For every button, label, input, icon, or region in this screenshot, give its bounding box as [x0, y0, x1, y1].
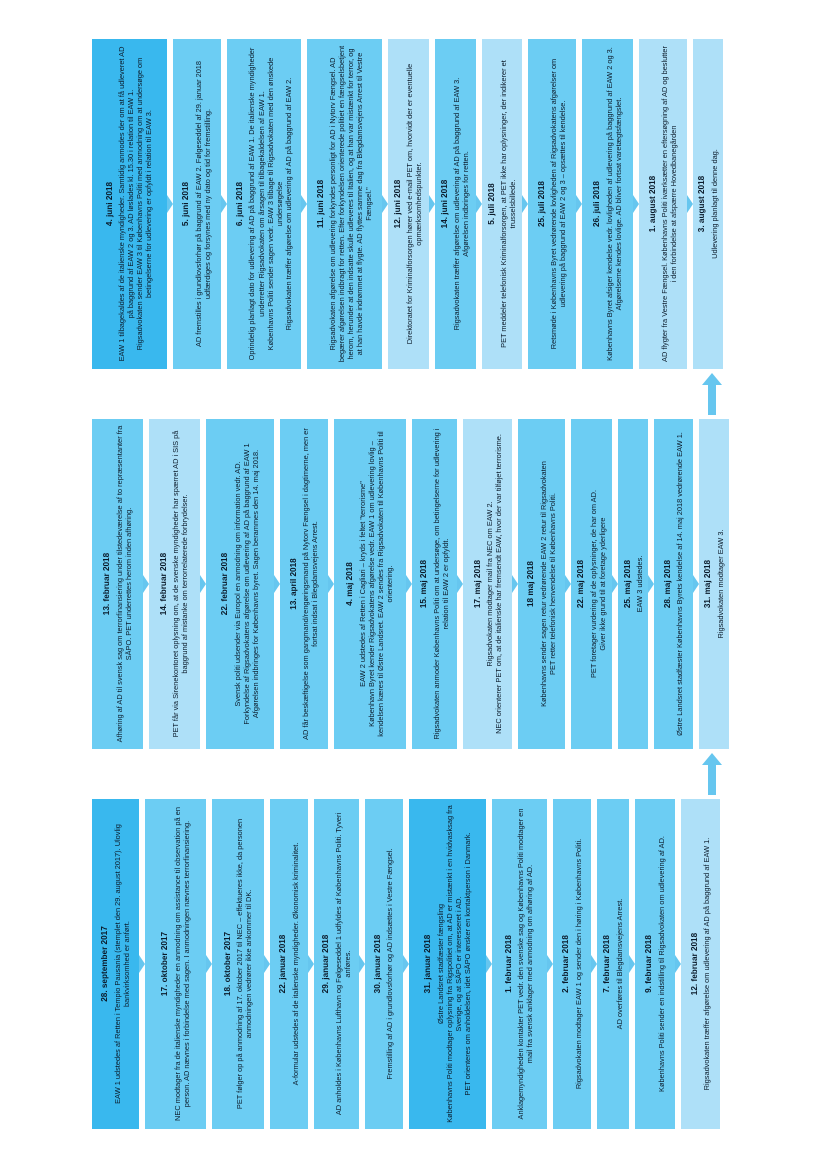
- timeline-event: [582, 39, 633, 369]
- event-text: Københavns Politi sender en indstilling til Rigsadvokaten om udlevering af AD.: [656, 836, 666, 1092]
- event-text: Rigsadvokaten modtager EAW 1 og sender den i høring i Københavns Politi.: [573, 838, 583, 1090]
- timeline-event: [492, 799, 546, 1129]
- event-date: 9. februar 2018: [644, 935, 654, 993]
- event-date: 31. maj 2018: [703, 559, 713, 609]
- event-date: 15. maj 2018: [419, 559, 429, 609]
- timeline-event: [145, 799, 206, 1129]
- timeline-event: [463, 419, 512, 749]
- timeline-event: [365, 799, 403, 1129]
- event-text: AD fremstilles i grundlovsforhør på baggrund af EAW 2. Følgeseddel af 29. januar 2018 udfærdiges og forsynes med ny dato og tid for fremstilling.: [193, 60, 212, 348]
- timeline-event: [388, 39, 429, 369]
- timeline-event: [571, 419, 612, 749]
- event-date: 18 maj 2018: [526, 561, 536, 607]
- event-date: 2. februar 2018: [561, 935, 571, 993]
- event-text: Anklagemyndigheden kontakter PET vedr. den svenske sag og Københavns Politi modtager en mail fra svensk anklager med anmodning om afhøring af AD.: [516, 808, 535, 1120]
- event-text: Rigsadvokaten modtager mail fra NEC om EAW 2. NEC orienterer PET om, at de italienske har fremsendt EAW, hvor der var tilføjet terrorisme.: [485, 434, 504, 734]
- event-text: PET får via Sirenekontoret oplysning om, at de svenske myndigheder har spærret AD i SIS på baggrund af mistanke om terrorrelaterede forbrydelser.: [171, 430, 190, 738]
- event-date: 11. juni 2018: [315, 179, 325, 229]
- event-text: Udlevering planlagt til denne dag.: [709, 149, 719, 259]
- column-connector: [708, 385, 716, 415]
- event-text: Rigsadvokaten anmoder Københavns Politi om at undersøge, om betingelserne for udlevering i relation til EAW 2 er opfyldt.: [431, 428, 450, 740]
- timeline-event: [699, 419, 729, 749]
- event-date: 1. august 2018: [647, 175, 657, 233]
- event-text: EAW 1 tilbagekaldes af de italienske myndigheder. Samtidig anmodes der om at få udleveret AD på baggrund af EAW 2 og 3. AD løslades kl. 15.30 i relation til EAW 1. Rigsadvokaten sender EAW 3 til Københavns Politi med anmodning om at undersøge om betingelserne for udlevering er opfyldt i relation til EAW 3.: [117, 46, 154, 362]
- timeline-event: [92, 39, 167, 369]
- column-connector: [708, 765, 716, 795]
- event-text: Oprindelig planlagt dato for udlevering af AD på baggrund af EAW 1. De italienske myndigheder underretter Rigsadvokaten om årsagen til tilbagekaldelsen af EAW 1. Københavns Politi sender sagen vedr. EAW 3 tilbage til Rigsadvokaten med den ønskede undersøgelse Rigsadvokaten træffer afgørelse om udlevering af AD på baggrund af EAW 2.: [247, 47, 293, 361]
- event-date: 22. februar 2018: [220, 552, 230, 616]
- timeline-event: [635, 799, 675, 1129]
- event-text: Østre Landsret stadfæster fængsling Københavns Politi modtager oplysning fra Rigspolitiet om, at AD er mistænkt i en hvidvasksag fra Sverige, og at SÄPO er interesseret i AD. PET orienteres om anholdelsen, idet SÄPO ønsker en kontaktperson i Danmark.: [435, 805, 472, 1123]
- event-text: NEC modtager fra de italienske myndigheder en anmodning om assistance til observation på en person. AD nævnes i forbindelse med sagen. I anmodningen nævnes terrorfinansiering.: [172, 807, 191, 1121]
- event-date: 6. juni 2018: [235, 181, 245, 227]
- event-text: AD overføres til Blegdamsvejens Arrest.: [614, 898, 624, 1030]
- timeline-event: [227, 39, 302, 369]
- event-date: 14. juni 2018: [440, 179, 450, 229]
- event-text: Afhøring af AD til svensk sag om terrorfinansiering under tilstedeværelse af to repræsentanter fra SÄPO. PET underrettes herom inden afhøring.: [114, 425, 133, 743]
- event-text: EAW 1 udstedes af Retten i Tempio Pausania (stemplet den 29. august 2017). Ulovlig bankvirksomhed er anført.: [112, 824, 131, 1104]
- timeline-event: [654, 419, 693, 749]
- event-text: Rigsadvokaten træffer afgørelse om udlevering af AD på baggrund af EAW 3. Afgørelsen indbringes for retten.: [452, 77, 471, 331]
- event-date: 25. maj 2018: [622, 559, 632, 609]
- event-text: Østre Landsret stadfæster Københavns Byrets kendelse af 14. maj 2018 vedrørende EAW 1.: [675, 432, 685, 736]
- event-text: A-formular udstedes af de italienske myndigheder. Økonomisk kriminalitet.: [290, 842, 300, 1086]
- event-date: 31. januar 2018: [423, 934, 433, 994]
- timeline-event: [206, 419, 274, 749]
- right-arrow-icon: [702, 753, 722, 765]
- timeline-event: [681, 799, 720, 1129]
- event-date: 1. februar 2018: [504, 935, 514, 993]
- timeline-event: [482, 39, 522, 369]
- event-text: PET meddeler telefonisk Kriminalforsorgen, at PET ikke har oplysninger, der indikerer et trusselsbillede.: [499, 60, 518, 348]
- event-text: EAW 2 udstedes af Retten i Cagliari – kryds i feltet "terrorisme" København Byret kender Rigsadvokatens afgørelse vedr. EAW 1 om udlevering lovlig – kendelsen kæres til Østre Landsret. EAW 2 sendes fra Rigsadvokaten til Københavns Politi til orientering.: [357, 431, 394, 737]
- event-date: 7. februar 2018: [602, 935, 612, 993]
- event-text: Rigsadvokaten modtager EAW 3.: [715, 529, 725, 639]
- event-date: 17. oktober 2017: [160, 931, 170, 997]
- event-text: AD får beskæftigelse som gangmand/rengøringsmand på Nytorv Fængsel i dagtimerne, men er fortsat indsat i Blegdamsvejens Arrest.: [301, 428, 320, 740]
- event-date: 4. maj 2018: [345, 562, 355, 606]
- timeline-event: [334, 419, 406, 749]
- timeline-event: [528, 39, 576, 369]
- timeline-event: [553, 799, 592, 1129]
- event-date: 12. juni 2018: [392, 179, 402, 229]
- event-date: 12. februar 2018: [689, 932, 699, 996]
- event-text: Retsmøde i Københavns Byret vedrørende lovligheden af Rigsadvokatens afgørelser om udlevering på baggrund af EAW 2 og 3 – opsættes til kendelse.: [549, 58, 568, 350]
- event-text: PET følger op på anmodning af 17. oktober 2017 til NEC – effektueres ikke, da personen anmodningen vedrører ikke ankommer til DK.: [235, 818, 254, 1110]
- event-date: 13. februar 2018: [102, 552, 112, 616]
- timeline-event: [409, 799, 486, 1129]
- timeline-event: [518, 419, 565, 749]
- right-arrow-icon: [702, 373, 722, 385]
- event-date: 13. april 2018: [288, 558, 298, 610]
- event-date: 22. januar 2018: [278, 934, 288, 994]
- event-date: 28. maj 2018: [662, 559, 672, 609]
- event-text: AD anholdes i Københavns Lufthavn og Følgeseddel 1 udfyldes af Københavns Politi. Tyveri anføres.: [333, 812, 352, 1116]
- timeline-event: [280, 419, 327, 749]
- event-text: Direktoratet for Kriminalforsorgen hører ved e-mail PET om, hvorvidt der er eventuelle opmærksomhedspunkter.: [405, 63, 424, 345]
- timeline-event: [435, 39, 476, 369]
- event-text: PET foretager vurdering af de oplysninger, de har om AD. Giver ikke grund til at foretage yderligere: [588, 489, 607, 679]
- timeline-event: [92, 799, 139, 1129]
- event-date: 28. september 2017: [100, 926, 110, 1002]
- timeline-event: [149, 419, 200, 749]
- event-text: Fremstilling af AD i grundlovsforhør og AD indsættes i Vestre Fængsel.: [385, 848, 395, 1080]
- event-date: 26. juli 2018: [592, 181, 602, 227]
- timeline-event: [693, 39, 723, 369]
- timeline-event: [92, 419, 143, 749]
- event-date: 14. februar 2018: [159, 552, 169, 616]
- timeline-event: [173, 39, 221, 369]
- event-date: 4. juni 2018: [104, 181, 114, 227]
- event-date: 3. august 2018: [697, 175, 707, 233]
- timeline-event: [307, 39, 382, 369]
- timeline-event: [618, 419, 648, 749]
- event-text: EAW 3 udstedes.: [635, 555, 645, 613]
- event-date: 18. oktober 2017: [222, 931, 232, 997]
- event-text: Rigsadvokaten afgørelse om udlevering forkyndes personligt for AD i Nytorv Fængsel. AD begærer afgørelsen indbragt for retten. Efter forkyndelsen orienterede politiet en fængselsbetjent herom, herunder at den indsatte skulle udleveres til Italien, og at han var mistænkt for terror, og at han havde indrømmet at flygte. AD flyttes samme dag fra Blegdamsvejens Arrest til Vestre Fængsel.": [327, 45, 374, 363]
- event-text: AD flygter fra Vestre Fængsel. Københavns Politi iværksætter en eftersøgning af AD og beslutter i den forbindelse at afspærre Hovedbanegården: [660, 46, 679, 362]
- timeline-event: [212, 799, 263, 1129]
- event-date: 30. januar 2018: [373, 934, 382, 994]
- timeline-event: [270, 799, 309, 1129]
- event-date: 17. maj 2018: [472, 559, 482, 609]
- event-text: Rigsadvokaten træffer afgørelse om udlevering af AD på baggrund af EAW 1.: [702, 837, 712, 1091]
- timeline-event: [412, 419, 458, 749]
- timeline-event: [314, 799, 358, 1129]
- event-date: 22. maj 2018: [576, 559, 586, 609]
- event-date: 25. juli 2018: [536, 181, 546, 227]
- timeline-event: [639, 39, 687, 369]
- event-text: Københavns sender sagen retur vedrørende EAW 2 retur til Rigsadvokaten PET retter telefonisk henvendelse til Københavns Politi.: [538, 461, 557, 707]
- event-date: 29. januar 2018: [321, 934, 331, 994]
- event-date: 5. juli 2018: [486, 183, 496, 225]
- timeline-event: [597, 799, 629, 1129]
- event-date: 5. juni 2018: [181, 181, 191, 227]
- event-text: Københavns Byret afsiger kendelse vedr. lovligheden af udlevering på baggrund af EAW 2 og 3. Afgørelserne kendes lovlige. AD bliver fortsat varetægtsfængslet.: [604, 47, 623, 361]
- event-text: Svensk politi udsender via Europol en anmodning om information vedr. AD. Forkyndelse af Rigsadvokatens afgørelse om udlevering af AD på baggrund af EAW 1 Afgørelsen indbringes for Københavns byret. Sagen berammes den 14. maj 2018.: [232, 443, 260, 725]
